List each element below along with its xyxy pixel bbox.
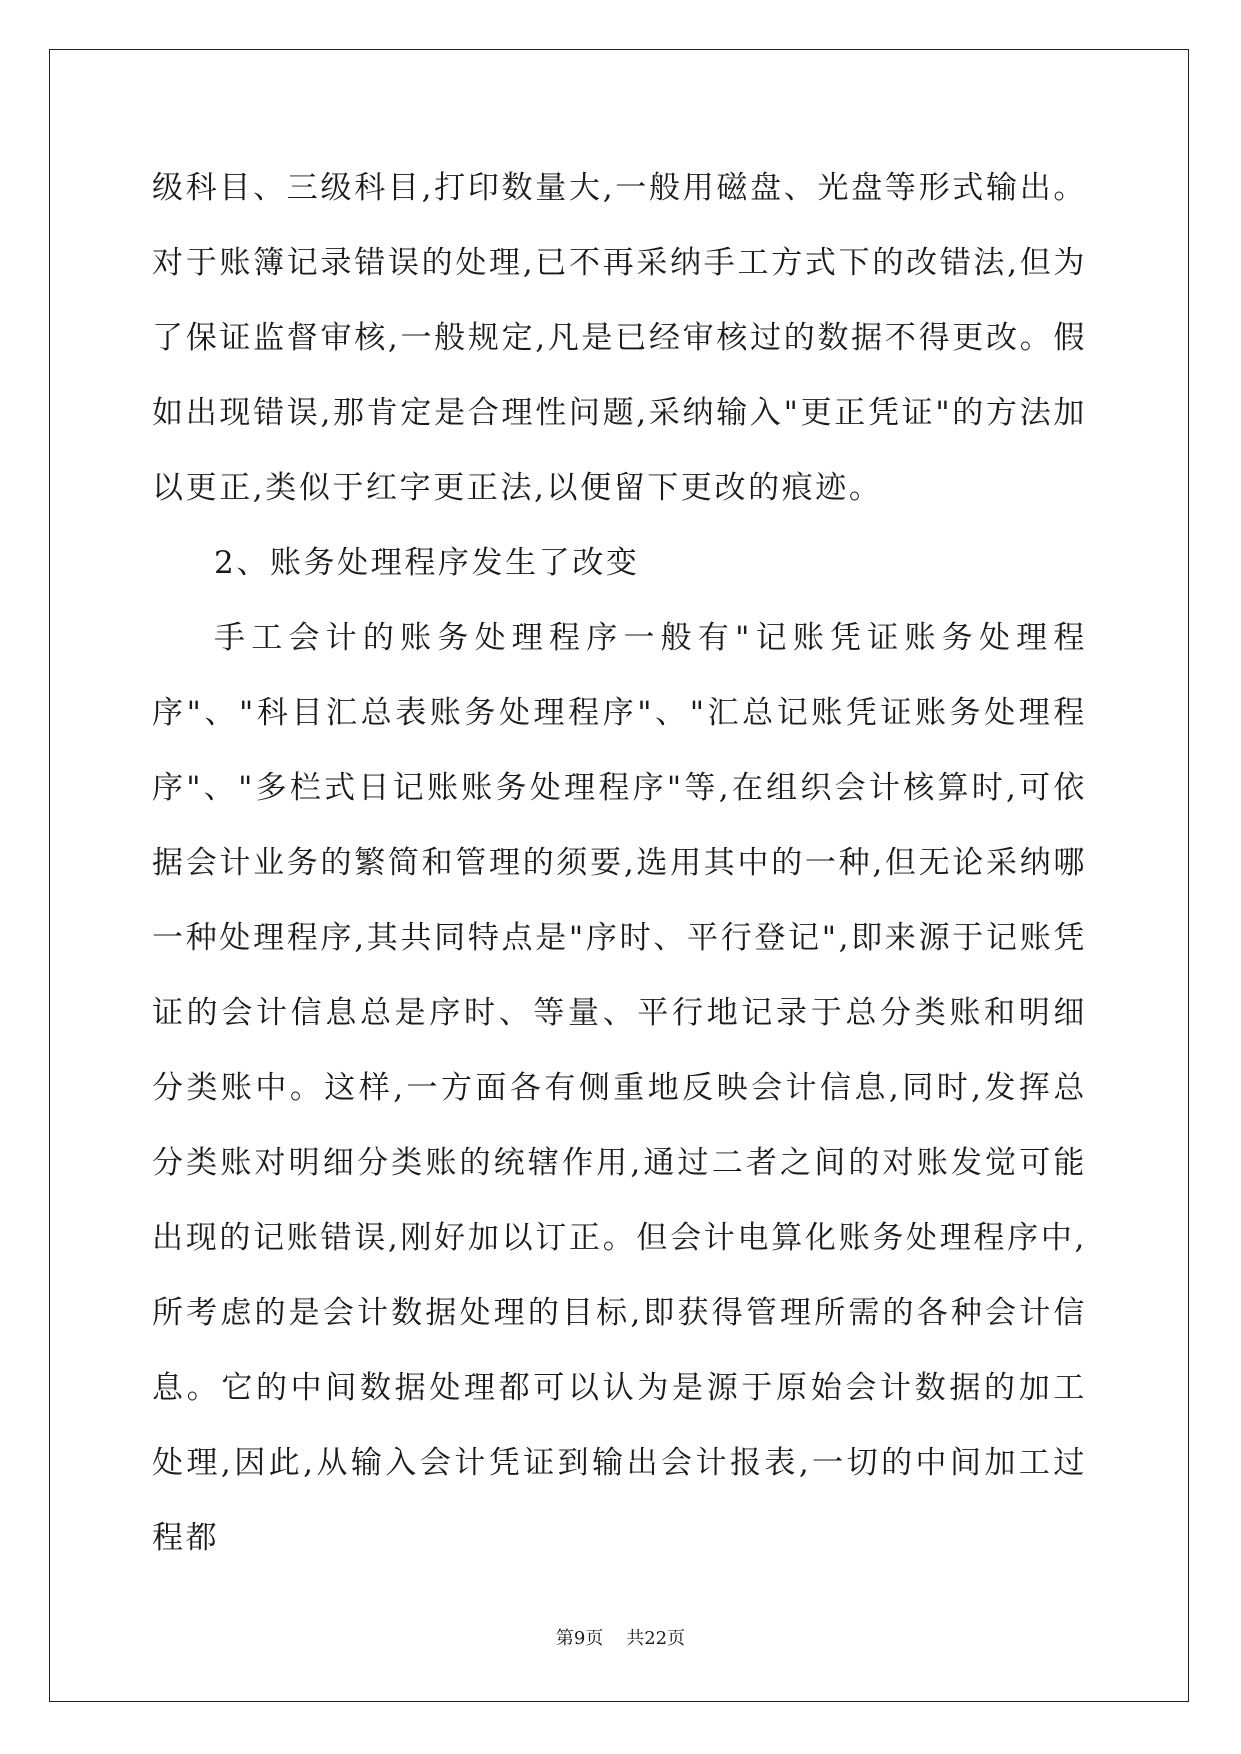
paragraph-heading-2: 2、账务处理程序发生了改变 — [214, 545, 640, 581]
paragraph-3: 手工会计的账务处理程序一般有"记账凭证账务处理程序"、"科目汇总表账务处理程序"、"汇总记账凭证账务处理程序"、"多栏式日记账账务处理程序"等,在组织会计核算时,可依据会计业务的繁简和管理的须要,选用其中的一种,但无论采纳哪一种处理程序,其共同特点是"序时、平行登记",即来源于记账凭证的会计信息总是序时、等量、平行地记录于总分类账和明细分类账中。这样,一方面各有侧重地反映会计信息,同时,发挥总分类账对明细分类账的统辖作用,通过二者之间的对账发觉可能出现的记账错误,刚好加以订正。但会计电算化账务处理程序中,所考虑的是会计数据处理的目标,即获得管理所需的各种会计信息。它的中间数据处理都可以认为是源于原始会计数据的加工处理,因此,从输入会计凭证到输出会计报表,一切的中间加工过程都 — [152, 620, 1087, 1556]
paragraph-1: 级科目、三级科目,打印数量大,一般用磁盘、光盘等形式输出。对于账簿记录错误的处理,已不再采纳手工方式下的改错法,但为了保证监督审核,一般规定,凡是已经审核过的数据不得更改。假如出现错误,那肯定是合理性问题,采纳输入"更正凭证"的方法加以更正,类似于红字更正法,以便留下更改的痕迹。 — [152, 170, 1087, 506]
page-footer — [0, 1624, 1241, 1650]
page-number: 第9页 — [555, 1628, 604, 1649]
page-total: 共22页 — [626, 1628, 686, 1649]
document-body — [152, 151, 1087, 1576]
